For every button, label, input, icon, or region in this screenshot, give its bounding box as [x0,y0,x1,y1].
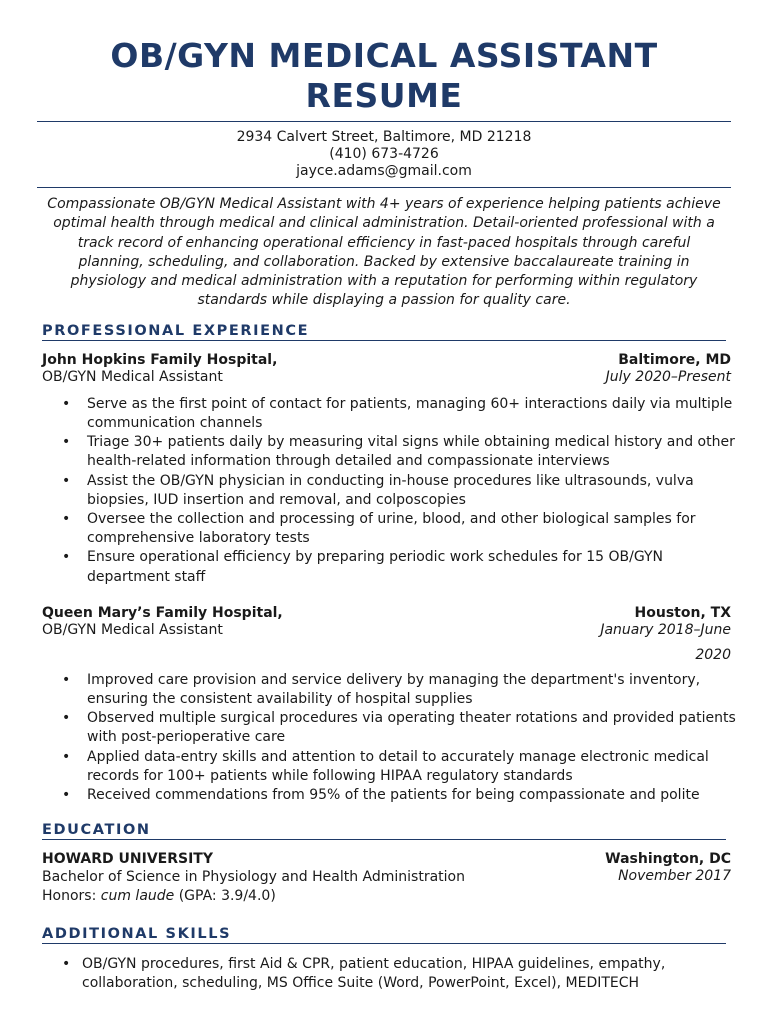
honors-label: Honors: [42,888,97,905]
school-location: Washington, DC [605,851,731,868]
job-role: OB/GYN Medical Assistant [42,368,223,385]
section-heading-education: EDUCATION [42,822,726,840]
job-entry [0,605,768,805]
bullet-item: • Received commendations from 95% of the patients for being compassionate and polite [42,786,738,805]
bullet-item: • Observed multiple surgical procedures via operating theater rotations and provided patients with post-perioperative care [42,709,738,747]
header-divider-bottom [37,187,731,188]
gpa: (GPA: 3.9/4.0) [178,888,276,905]
title-line-2: RESUME [305,76,463,115]
skills-item: • OB/GYN procedures, first Aid & CPR, patient education, HIPAA guidelines, empathy, collaboration, scheduling, MS Office Suite (Word, PowerPoint, Excel), MEDITECH [42,955,738,993]
job-entry [0,352,768,587]
phone: (410) 673-4726 [329,146,439,162]
bullet-item: • Triage 30+ patients daily by measuring vital signs while obtaining medical history and other health-related information through detailed and compassionate interviews [42,433,738,471]
contact-block [0,122,768,187]
email: jayce.adams@gmail.com [296,163,472,179]
education-subheader [42,868,731,887]
job-dates: July 2020–Present [605,368,731,385]
employer: Queen Mary’s Family Hospital, [42,604,283,621]
bullet-item: • Ensure operational efficiency by preparing periodic work schedules for 15 OB/GYN department staff [42,548,738,586]
job-bullets [0,395,768,587]
job-subheader [42,622,731,668]
school-name: HOWARD UNIVERSITY [42,851,213,868]
section-heading-skills: ADDITIONAL SKILLS [42,926,726,944]
education-entry [0,851,768,906]
bullet-item: • Applied data-entry skills and attention to detail to accurately manage electronic medical records for 100+ patients while following HIPAA regulatory standards [42,748,738,786]
education-header [42,851,731,868]
job-subheader [42,369,731,386]
job-dates: January 2018–June 2020 [600,621,731,663]
job-role: OB/GYN Medical Assistant [42,621,223,638]
page-title [0,0,768,116]
bullet-item: • Improved care provision and service delivery by managing the department's inventory, ensuring the consistent availability of hospital supplies [42,671,738,709]
degree: Bachelor of Science in Physiology and Health Administration [42,869,465,886]
bullet-item: • Assist the OB/GYN physician in conducting in-house procedures like ultrasounds, vulva biopsies, IUD insertion and removal, and colposcopies [42,472,738,510]
honors-line [42,887,731,906]
section-heading-experience: PROFESSIONAL EXPERIENCE [42,323,726,341]
title-line-1: OB/GYN MEDICAL ASSISTANT [110,36,658,75]
summary: Compassionate OB/GYN Medical Assistant with 4+ years of experience helping patients achieve optimal health through medical and clinical administration. Detail-oriented professional with a track record of enhancing operational efficiency in fast-paced hospitals through careful planning, scheduling, and collaboration. Backed by extensive baccalaureate training in physiology and medical administration with a reputation for performing within regulatory standards while displaying a passion for quality care. [47,196,721,309]
graduation-date: November 2017 [618,868,731,885]
employer: John Hopkins Family Hospital, [42,351,278,368]
job-bullets [0,671,768,805]
job-location: Houston, TX [634,604,731,621]
skills-list [0,955,768,993]
job-header [42,352,731,369]
bullet-item: • Serve as the first point of contact for patients, managing 60+ interactions daily via multiple communication channels [42,395,738,433]
address: 2934 Calvert Street, Baltimore, MD 21218 [236,129,532,145]
honors-value: cum laude [100,888,175,905]
bullet-item: • Oversee the collection and processing of urine, blood, and other biological samples for comprehensive laboratory tests [42,510,738,548]
job-location: Baltimore, MD [618,351,731,368]
